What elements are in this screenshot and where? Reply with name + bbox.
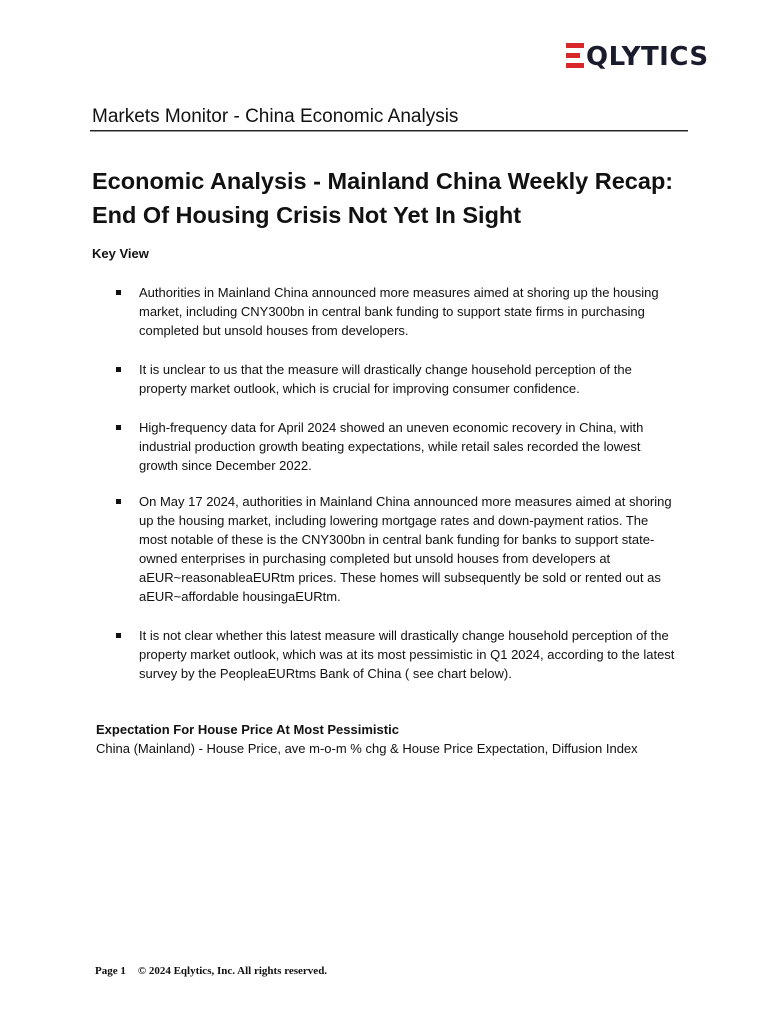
- bullet-marker-icon: [116, 290, 121, 295]
- list-item: Authorities in Mainland China announced more measures aimed at shoring up the housing market, including CNY300bn in central bank funding to support state firms in purchasing completed but unsold houses from developers.: [139, 285, 659, 338]
- list-item: On May 17 2024, authorities in Mainland China announced more measures aimed at shoring up the housing market, including lowering mortgage rates and down-payment ratios. The most notable of these is the CNY300bn in central bank funding for banks to support state-owned enterprises in purchasing completed but unsold houses from developers at aEUR~reasonableaEURtm prices. These homes will subsequently be sold or rented out as aEUR~affordable housingaEURtm.: [139, 494, 672, 604]
- list-item: High-frequency data for April 2024 showed an uneven economic recovery in China, with industrial production growth beating expectations, while retail sales recorded the lowest growth since December 2022.: [139, 420, 644, 473]
- copyright-notice: © 2024 Eqlytics, Inc. All rights reserved.: [137, 965, 328, 977]
- page-number: Page 1: [95, 965, 126, 977]
- bullet-marker-icon: [116, 367, 121, 372]
- list-item: It is not clear whether this latest measure will drastically change household perception of the property market outlook, which was at its most pessimistic in Q1 2024, according to the latest survey by the PeopleaEURtms Bank of China ( see chart below).: [139, 628, 675, 681]
- chart-subtitle: China (Mainland) - House Price, ave m-o-m % chg & House Price Expectation, Diffusion Index: [96, 741, 638, 756]
- list-item: It is unclear to us that the measure will drastically change household perception of the property market outlook, which is crucial for improving consumer confidence.: [139, 362, 632, 396]
- logo-text: QLYTICS: [586, 42, 709, 72]
- key-view-label: Key View: [92, 246, 149, 261]
- header-divider: [90, 130, 688, 131]
- section-header: Markets Monitor - China Economic Analysis: [92, 106, 459, 127]
- page-footer: [95, 965, 327, 977]
- bullet-marker-icon: [116, 425, 121, 430]
- article-title: Economic Analysis - Mainland China Weekly Recap: End Of Housing Crisis Not Yet In Sight: [92, 168, 674, 228]
- eqlytics-logo: [566, 40, 736, 80]
- bullet-marker-icon: [116, 633, 121, 638]
- bullet-marker-icon: [116, 499, 121, 504]
- chart-title: Expectation For House Price At Most Pessimistic: [96, 722, 399, 737]
